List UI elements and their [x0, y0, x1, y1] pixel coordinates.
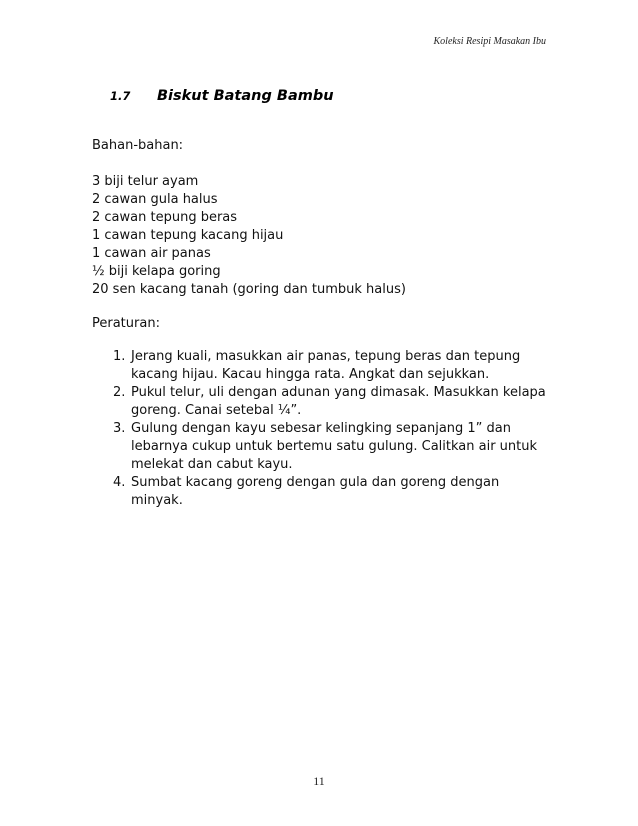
step-number: 4. — [113, 475, 126, 490]
ingredient-item: ½ biji kelapa goring — [92, 264, 221, 279]
ingredient-item: 3 biji telur ayam — [92, 174, 199, 189]
step-item — [113, 348, 543, 384]
step-item — [113, 420, 543, 474]
ingredient-item: 20 sen kacang tanah (goring dan tumbuk halus) — [92, 282, 406, 297]
step-text — [131, 384, 546, 420]
step-line: Sumbat kacang goreng dengan gula dan goreng dengan — [131, 475, 500, 490]
section-title — [110, 85, 334, 104]
step-line: Gulung dengan kayu sebesar kelingking sepanjang 1” dan — [131, 421, 512, 436]
ingredient-item: 2 cawan tepung beras — [92, 210, 238, 225]
ingredients-heading: Bahan-bahan: — [92, 138, 184, 153]
step-number: 1. — [113, 349, 126, 364]
steps-heading: Peraturan: — [92, 316, 160, 331]
step-line: lebarnya cukup untuk bertemu satu gulung. Calitkan air untuk — [131, 439, 538, 454]
step-line: kacang hijau. Kacau hingga rata. Angkat dan sejukkan. — [131, 367, 490, 382]
step-text — [131, 420, 537, 474]
step-text — [131, 474, 499, 510]
ingredient-item: 1 cawan tepung kacang hijau — [92, 228, 284, 243]
step-item — [113, 474, 543, 510]
step-line: goreng. Canai setebal ¼”. — [131, 403, 302, 418]
step-line: Jerang kuali, masukkan air panas, tepung beras dan tepung — [131, 349, 521, 364]
ingredient-item: 2 cawan gula halus — [92, 192, 218, 207]
step-line: Pukul telur, uli dengan adunan yang dimasak. Masukkan kelapa — [131, 385, 546, 400]
section-name: Biskut Batang Bambu — [157, 88, 334, 104]
step-item — [113, 384, 546, 420]
section-number: 1.7 — [110, 89, 131, 103]
step-text — [131, 348, 520, 384]
ingredient-item: 1 cawan air panas — [92, 246, 211, 261]
step-line: melekat dan cabut kayu. — [131, 457, 293, 472]
page-header: Koleksi Resipi Masakan Ibu — [433, 36, 546, 47]
step-line: minyak. — [131, 493, 183, 508]
steps-list — [113, 348, 546, 510]
step-number: 3. — [113, 421, 126, 436]
ingredients-list — [92, 173, 406, 299]
page-number: 11 — [313, 774, 325, 788]
step-number: 2. — [113, 385, 126, 400]
